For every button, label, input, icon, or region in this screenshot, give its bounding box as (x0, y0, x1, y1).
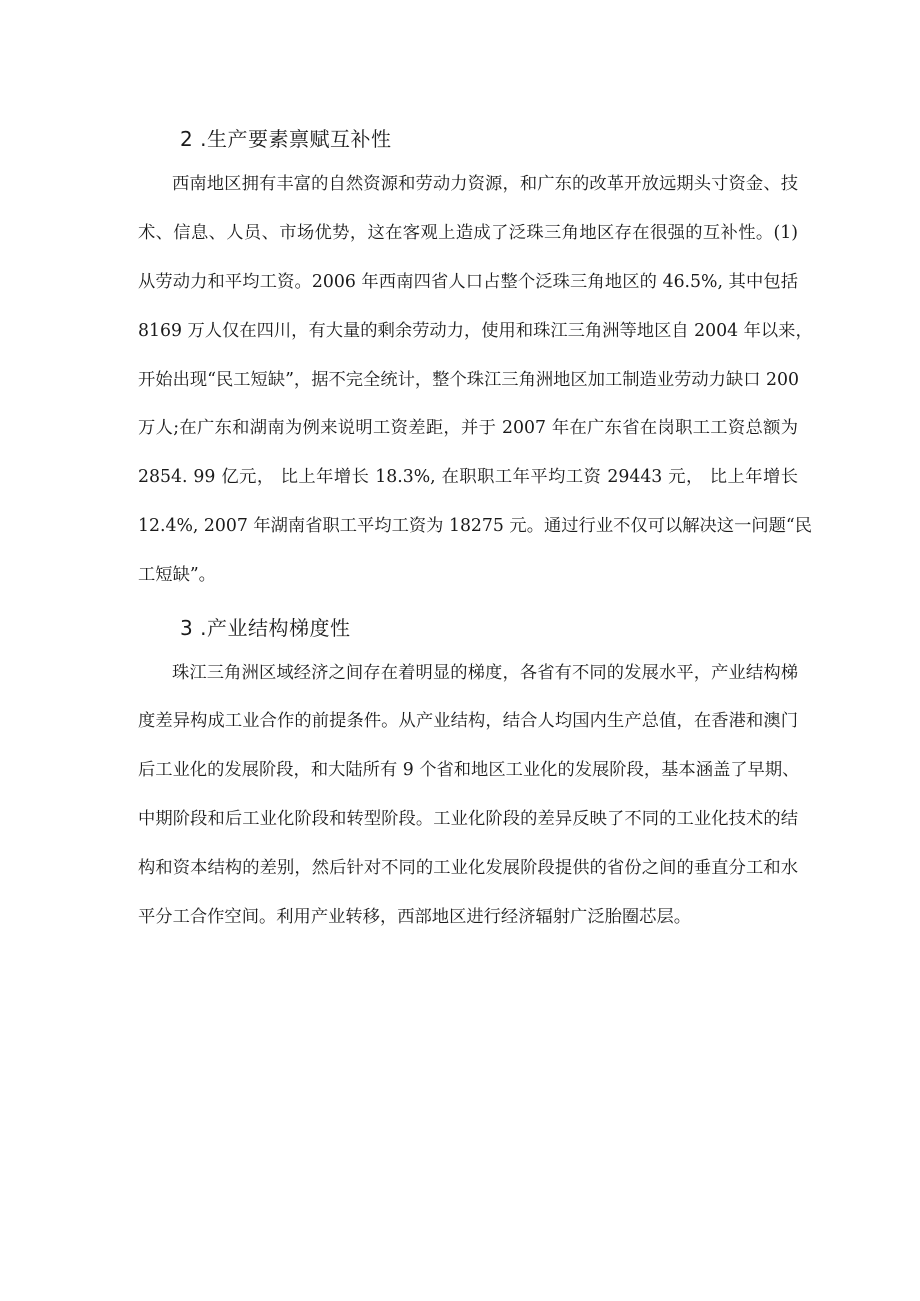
section-3-heading: 3 .产业结构梯度性 (180, 616, 351, 640)
section-2-paragraph-line: 术、信息、人员、市场优势，这在客观上造成了泛珠三角地区存在很强的互补性。(1) (138, 223, 798, 243)
section-3-paragraph-line: 中期阶段和后工业化阶段和转型阶段。工业化阶段的差异反映了不同的工业化技术的结 (138, 809, 798, 829)
section-2-paragraph-line: 西南地区拥有丰富的自然资源和劳动力资源，和广东的改革开放远期头寸资金、技 (172, 174, 798, 194)
section-2-paragraph-line: 从劳动力和平均工资。2006 年西南四省人口占整个泛珠三角地区的 46.5%, 其中包括 (138, 272, 798, 292)
section-2-paragraph-line: 12.4%, 2007 年湖南省职工平均工资为 18275 元。通过行业不仅可以解决这一问题“民 (138, 516, 813, 536)
section-3-paragraph-line: 构和资本结构的差别，然后针对不同的工业化发展阶段提供的省份之间的垂直分工和水 (138, 858, 798, 878)
section-2-heading: 2 .生产要素禀赋互补性 (180, 127, 392, 151)
section-3-paragraph-line: 度差异构成工业合作的前提条件。从产业结构，结合人均国内生产总值，在香港和澳门 (138, 711, 798, 731)
section-3-paragraph-line: 后工业化的发展阶段，和大陆所有 9 个省和地区工业化的发展阶段，基本涵盖了早期、 (138, 760, 800, 780)
section-3-paragraph-line: 珠江三角洲区域经济之间存在着明显的梯度，各省有不同的发展水平，产业结构梯 (172, 663, 798, 683)
section-3-paragraph-line: 平分工合作空间。利用产业转移，西部地区进行经济辐射广泛胎圈芯层。 (138, 907, 692, 927)
section-2-paragraph-line: 开始出现“民工短缺”，据不完全统计，整个珠江三角洲地区加工制造业劳动力缺口 200 (138, 370, 799, 390)
section-2-paragraph-line: 工短缺”。 (138, 565, 216, 585)
section-2-paragraph-line: 2854. 99 亿元， 比上年增长 18.3%, 在职职工年平均工资 29443 元， 比上年增长 (138, 467, 798, 487)
section-2-paragraph-line: 万人;在广东和湖南为例来说明工资差距，并于 2007 年在广东省在岗职工工资总额为 (138, 418, 798, 438)
section-2-paragraph-line: 8169 万人仅在四川，有大量的剩余劳动力，使用和珠江三角洲等地区自 2004 年以来， (138, 321, 813, 341)
